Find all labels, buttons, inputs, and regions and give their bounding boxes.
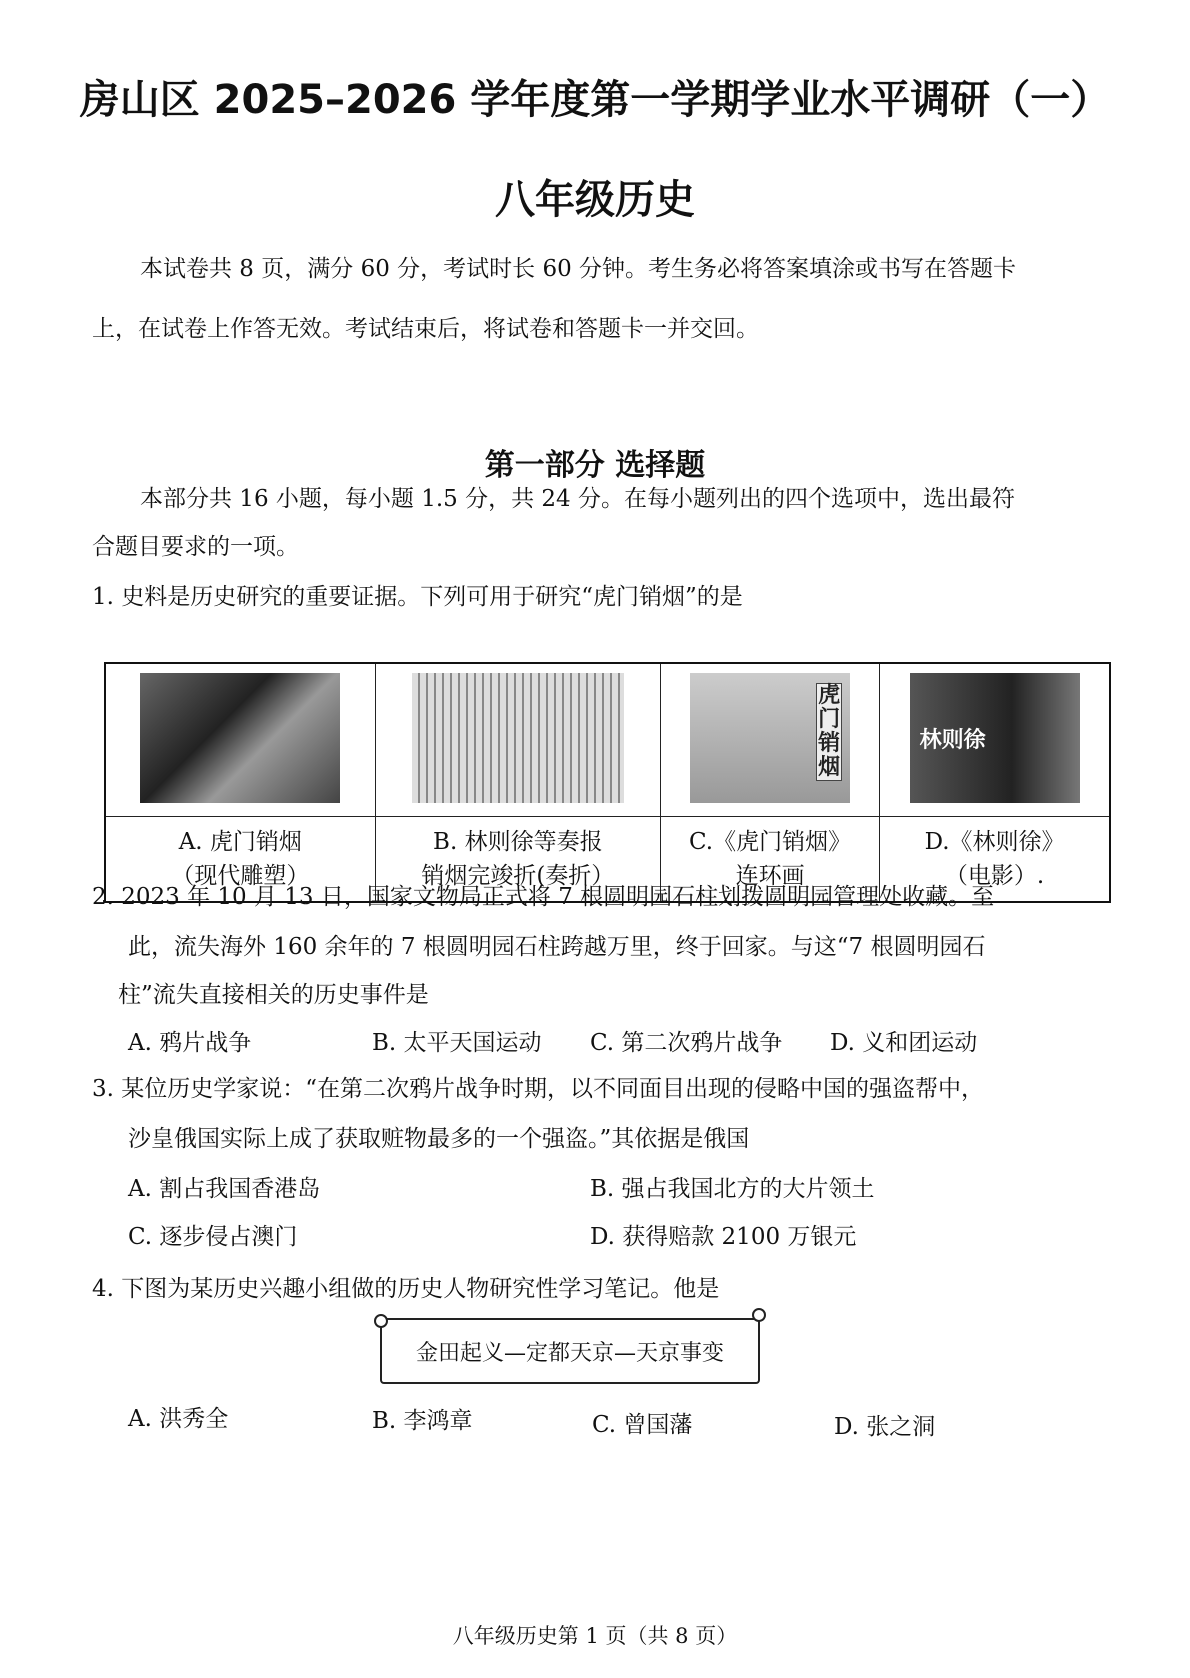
- option-d-image-cell: [880, 663, 1110, 817]
- page-footer: 八年级历史第 1 页（共 8 页）: [452, 1624, 738, 1648]
- question-3-stem-line-2: 沙皇俄国实际上成了获取赃物最多的一个强盗。”其依据是俄国: [128, 1126, 750, 1152]
- question-4-option-b[interactable]: B. 李鸿章: [372, 1408, 473, 1434]
- movie-poster-label: 林则徐: [919, 728, 986, 753]
- option-b-image-cell: [375, 663, 660, 817]
- question-3-option-a[interactable]: A. 割占我国香港岛: [128, 1176, 321, 1202]
- part1-title: 第一部分 选择题: [484, 448, 706, 483]
- comic-image-label: 虎门销烟: [818, 683, 841, 780]
- sculpture-image: [140, 673, 340, 803]
- question-4-option-a[interactable]: A. 洪秀全: [128, 1406, 229, 1432]
- question-2-stem-line-3: 柱”流失直接相关的历史事件是: [118, 982, 429, 1008]
- question-2-option-b[interactable]: B. 太平天国运动: [372, 1030, 542, 1056]
- movie-poster-image: [910, 673, 1080, 803]
- question-4-option-d[interactable]: D. 张之洞: [834, 1414, 936, 1440]
- question-2-option-a[interactable]: A. 鸦片战争: [128, 1030, 252, 1056]
- question-3-option-c[interactable]: C. 逐步侵占澳门: [128, 1224, 298, 1250]
- instructions-line-2: 上，在试卷上作答无效。考试结束后，将试卷和答题卡一并交回。: [92, 316, 759, 342]
- question-4-stem: 4. 下图为某历史兴趣小组做的历史人物研究性学习笔记。他是: [92, 1276, 720, 1302]
- option-b-caption-line-2: 销烟完竣折(奏折）: [421, 863, 615, 889]
- part1-intro-line-2: 合题目要求的一项。: [92, 534, 299, 560]
- question-1-stem: 1. 史料是历史研究的重要证据。下列可用于研究“虎门销烟”的是: [92, 584, 743, 610]
- question-3-option-d[interactable]: D. 获得赔款 2100 万银元: [590, 1224, 857, 1250]
- option-a-caption-line-1: A. 虎门销烟: [178, 829, 302, 855]
- question-3-stem-line-1: 3. 某位历史学家说：“在第二次鸦片战争时期，以不同面目出现的侵略中国的强盗帮中，: [92, 1076, 985, 1102]
- question-2-stem-line-1: 2. 2023 年 10 月 13 日，国家文物局正式将 7 根圆明园石柱划拨圆明园管理处收藏。至: [92, 884, 995, 910]
- option-a-caption-line-2: （现代雕塑）: [171, 863, 310, 889]
- question-3-option-b[interactable]: B. 强占我国北方的大片领土: [590, 1176, 875, 1202]
- question-1-table: [104, 662, 1111, 903]
- instructions-line-1: 本试卷共 8 页，满分 60 分，考试时长 60 分钟。考生务必将答案填涂或书写在答题卡: [140, 256, 1017, 282]
- option-a-image-cell: [105, 663, 375, 817]
- comic-image: [690, 673, 850, 803]
- option-b-caption-line-1: B. 林则徐等奏报: [433, 829, 603, 855]
- question-4-option-c[interactable]: C. 曾国藩: [592, 1412, 693, 1438]
- exam-title: 房山区 2025–2026 学年度第一学期学业水平调研（一）: [79, 77, 1111, 123]
- option-c-image-cell: [661, 663, 880, 817]
- option-d-caption-line-1: D.《林则徐》: [924, 829, 1065, 855]
- question-2-stem-line-2: 此，流失海外 160 余年的 7 根圆明园石柱跨越万里，终于回家。与这“7 根圆明园石: [128, 934, 986, 960]
- question-2-option-c[interactable]: C. 第二次鸦片战争: [590, 1030, 783, 1056]
- study-note-scroll: [380, 1318, 760, 1384]
- study-note-text: 金田起义—定都天京—天京事变: [415, 1340, 724, 1366]
- option-d-caption-line-2: （电影）.: [944, 863, 1045, 889]
- part1-intro-line-1: 本部分共 16 小题，每小题 1.5 分，共 24 分。在每小题列出的四个选项中，选出最符: [140, 486, 1015, 512]
- memorial-document-image: [412, 673, 624, 803]
- option-c-caption-line-2: 连环画: [735, 863, 805, 889]
- question-2-option-d[interactable]: D. 义和团运动: [830, 1030, 978, 1056]
- exam-subject: 八年级历史: [495, 177, 695, 223]
- option-c-caption-line-1: C.《虎门销烟》: [689, 829, 852, 855]
